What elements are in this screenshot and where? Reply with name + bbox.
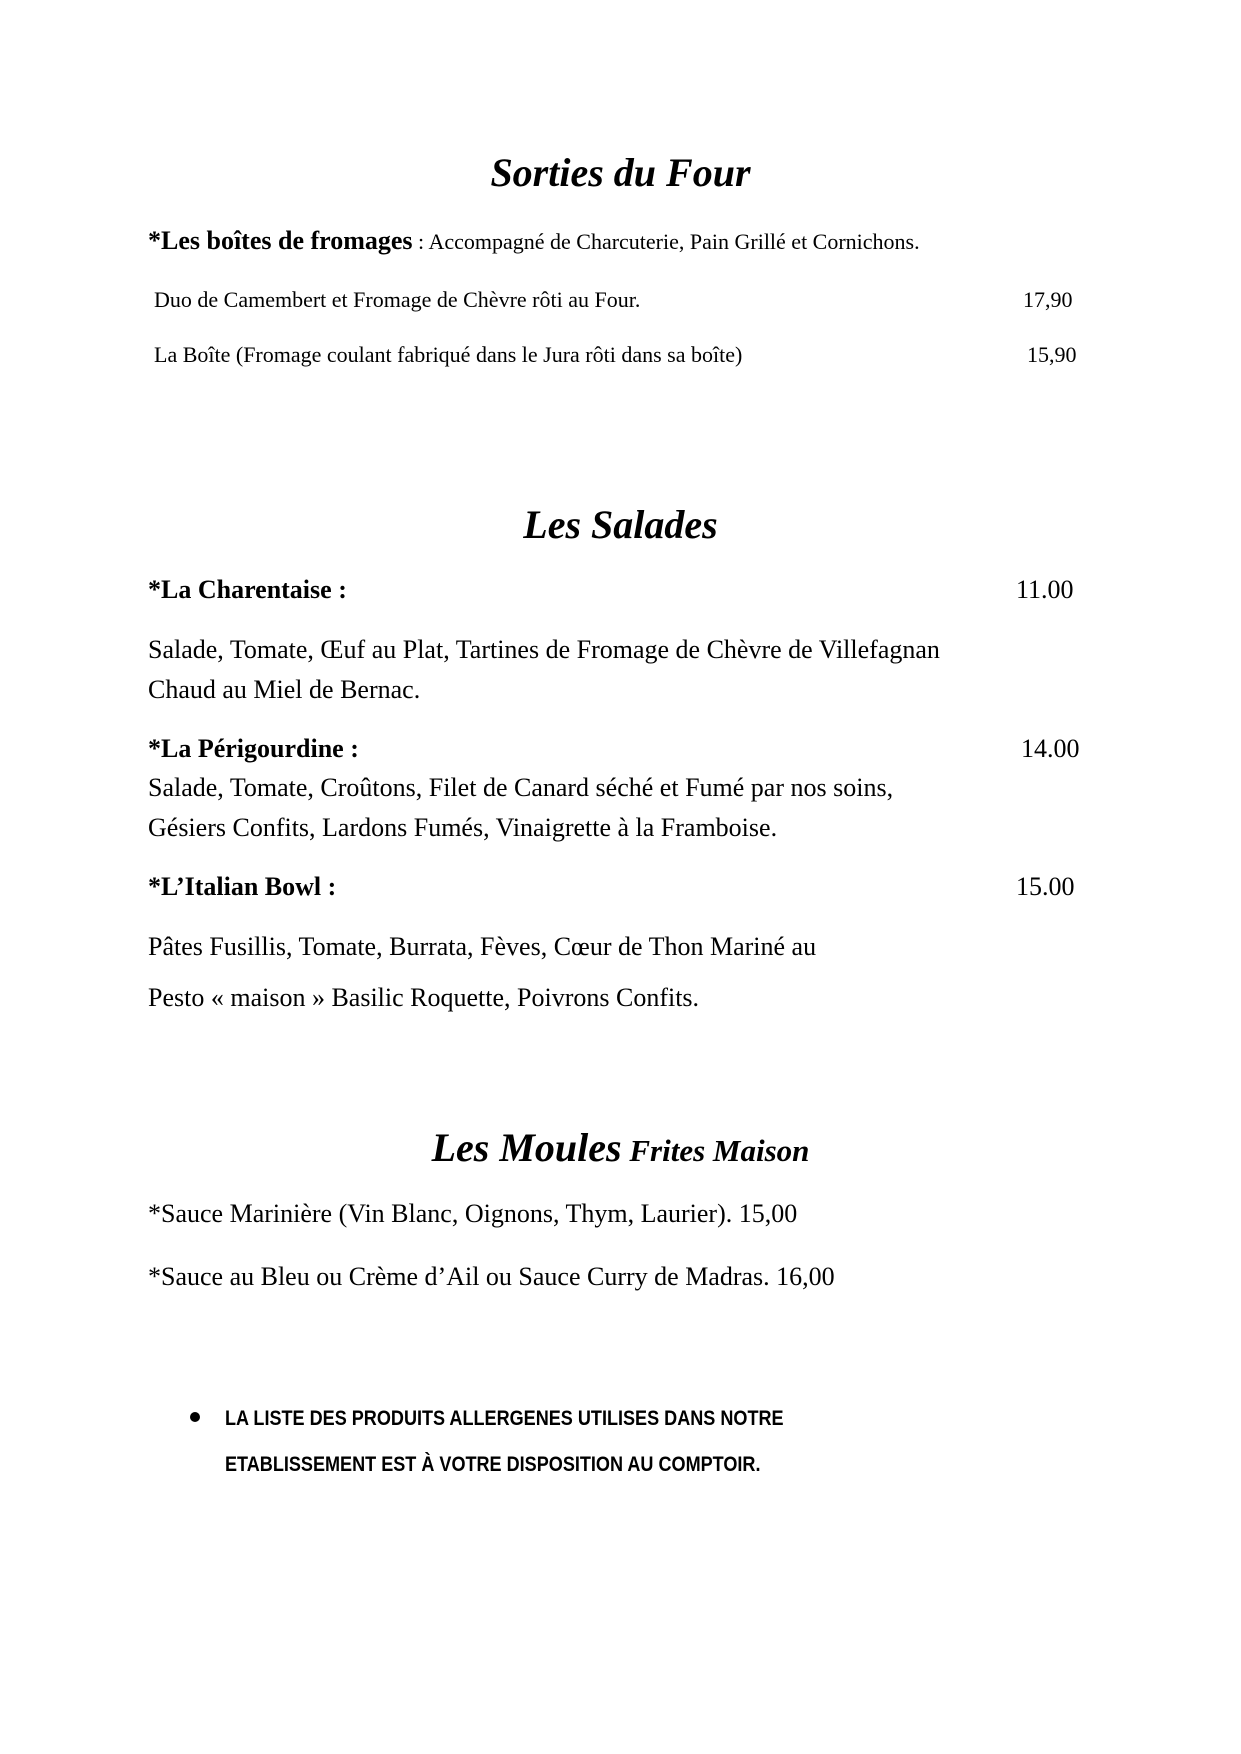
- allergen-notice-line: ETABLISSEMENT EST À VOTRE DISPOSITION AU COMPTOIR.: [225, 1453, 761, 1476]
- salad-price: 14.00: [1021, 734, 1080, 763]
- section-title-moules: [0, 1125, 1241, 1174]
- salad-name: *La Périgourdine :: [148, 734, 359, 763]
- salad-price: 15.00: [1016, 872, 1075, 901]
- section-title-text: Les Salades: [523, 502, 718, 547]
- moules-sauce-line: *Sauce au Bleu ou Crème d’Ail ou Sauce Curry de Madras. 16,00: [148, 1262, 835, 1291]
- section-title-sorties-du-four: [0, 150, 1241, 196]
- allergen-notice-line: LA LISTE DES PRODUITS ALLERGENES UTILISES DANS NOTRE: [225, 1407, 784, 1430]
- section-title-text: Sorties du Four: [490, 150, 751, 195]
- cheese-boxes-label: *Les boîtes de fromages: [148, 226, 413, 255]
- salad-description-line: Chaud au Miel de Bernac.: [148, 675, 421, 704]
- bullet-icon: [190, 1412, 200, 1422]
- salad-description-line: Pâtes Fusillis, Tomate, Burrata, Fèves, Cœur de Thon Mariné au: [148, 932, 817, 961]
- salad-description-line: Pesto « maison » Basilic Roquette, Poivrons Confits.: [148, 983, 700, 1012]
- section-title-small: Frites Maison: [621, 1133, 810, 1168]
- menu-item-name: Duo de Camembert et Fromage de Chèvre rôti au Four.: [154, 287, 641, 312]
- salad-description-line: Salade, Tomate, Œuf au Plat, Tartines de Fromage de Chèvre de Villefagnan: [148, 635, 940, 664]
- moules-sauce-line: *Sauce Marinière (Vin Blanc, Oignons, Thym, Laurier). 15,00: [148, 1199, 798, 1228]
- section-title-salades: [0, 502, 1241, 548]
- salad-price: 11.00: [1016, 575, 1074, 604]
- salad-name: *La Charentaise :: [148, 575, 347, 604]
- menu-item-price: 17,90: [1023, 287, 1073, 312]
- allergen-notice: [225, 1396, 784, 1488]
- menu-item-name: La Boîte (Fromage coulant fabriqué dans le Jura rôti dans sa boîte): [154, 342, 743, 367]
- salad-name: *L’Italian Bowl :: [148, 872, 337, 901]
- section-title-main: Les Moules: [431, 1125, 622, 1170]
- salad-description-line: Salade, Tomate, Croûtons, Filet de Canard séché et Fumé par nos soins,: [148, 773, 894, 802]
- cheese-boxes-intro: [148, 226, 920, 256]
- menu-item-price: 15,90: [1027, 342, 1077, 367]
- cheese-boxes-description: : Accompagné de Charcuterie, Pain Grillé et Cornichons.: [412, 229, 920, 254]
- salad-description-line: Gésiers Confits, Lardons Fumés, Vinaigrette à la Framboise.: [148, 813, 778, 842]
